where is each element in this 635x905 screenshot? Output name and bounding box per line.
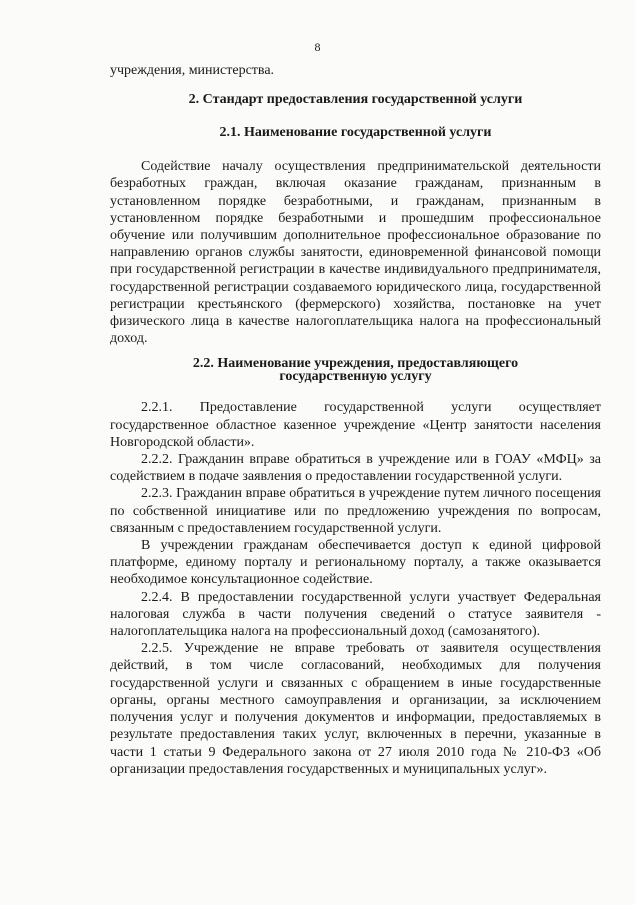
paragraph-digital-access: В учреждении гражданам обеспечивается доступ к единой цифровой платформе, единому порталу и региональному порталу, а также оказывается необходимое консультационное содействие. [110,538,601,588]
subsection-2-2-heading [110,357,601,383]
subsection-2-1-text: Содействие началу осуществления предпринимательской деятельности безработных граждан, включая оказание гражданам, признанным в установленном порядке безработными, и гражданам, признанным в установленном порядке безработными и прошедшим профессиональное обучение или получившим дополнительное профессиональное образование по направлению органов службы занятости, единовременной финансовой помощи при государственной регистрации в качестве индивидуального предпринимателя, государственной регистрации создаваемого юридического лица, государственной регистрации крестьянского (фермерского) хозяйства, постановке на учет физического лица в качестве налогоплательщика налога на профессиональный доход. [110,159,601,347]
page-number: 8 [314,40,321,54]
paragraph-2-2-3: 2.2.3. Гражданин вправе обратиться в учреждение путем личного посещения по собственной инициативе или по предложению учреждения по вопросам, связанным с предоставлением государственной услуги. [110,486,601,536]
subsection-2-2-heading-line2: государственную услугу [279,369,432,385]
paragraph-2-2-1: 2.2.1. Предоставление государственной услуги осуществляет государственное областное казенное учреждение «Центр занятости населения Новгородской области». [110,400,601,450]
lead-line: учреждения, министерства. [110,63,275,78]
paragraph-2-2-4: 2.2.4. В предоставлении государственной услуги участвует Федеральная налоговая служба в части получения сведений о статусе заявителя - налогоплательщика налога на профессиональный доход (самозанятого). [110,589,601,640]
subsection-2-2-heading-line1: 2.2. Наименование учреждения, предоставляющего [192,356,519,372]
section-heading: 2. Стандарт предоставления государственной услуги [188,92,523,108]
paragraph-2-2-5: 2.2.5. Учреждение не вправе требовать от заявителя осуществления действий, в том числе согласований, необходимых для получения государственной услуги и связанных с обращением в иные государственные органы, органы местного самоуправления и организации, за исключением получения услуг и получения документов и информации, предоставляемых в результате предоставления таких услуг, включенных в перечни, указанные в части 1 статьи 9 Федерального закона от 27 июля 2010 года № 210-ФЗ «Об организации предоставления государственных и муниципальных услуг». [110,641,601,777]
paragraph-2-2-2: 2.2.2. Гражданин вправе обратиться в учреждение или в ГОАУ «МФЦ» за содействием в подаче заявления о предоставлении государственной услуги. [110,452,601,485]
subsection-2-1-heading: 2.1. Наименование государственной услуги [219,125,492,141]
document-body [110,62,601,778]
